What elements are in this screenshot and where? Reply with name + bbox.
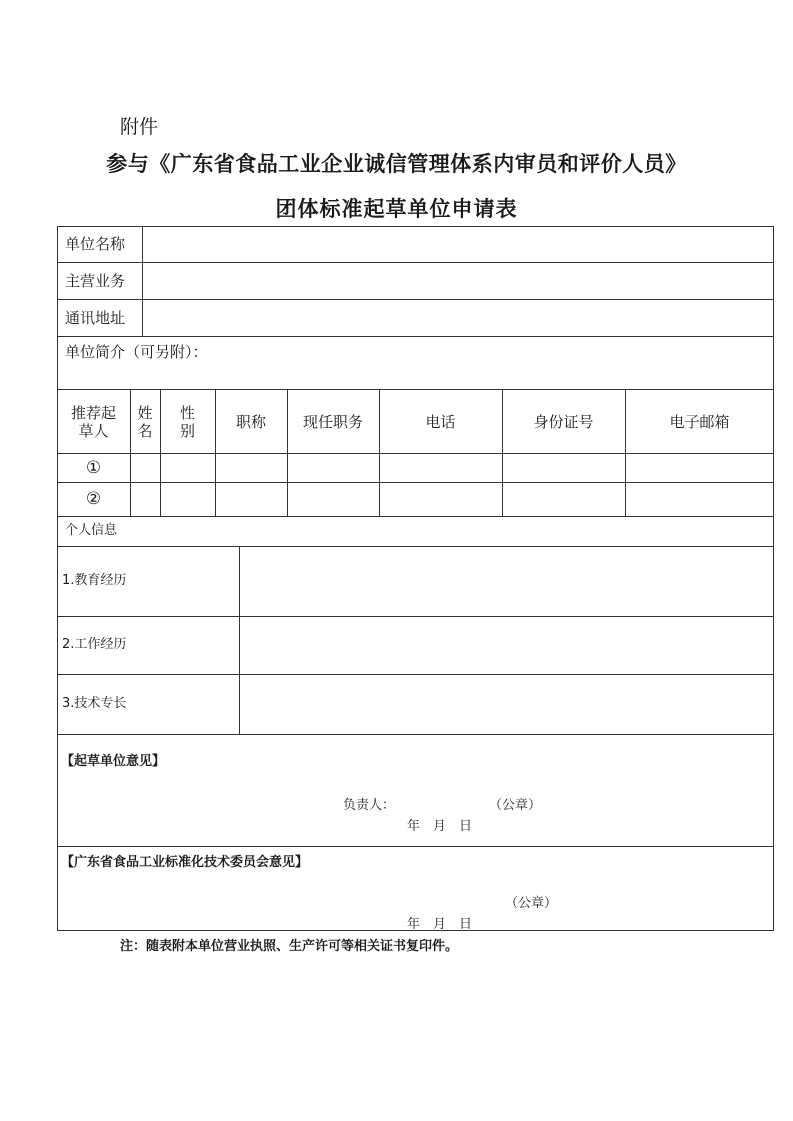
gender-header-text: 性别 xyxy=(179,403,195,440)
drafting-date-line: 年 月 日 xyxy=(407,819,473,834)
email-header: 电子邮箱 xyxy=(669,412,730,431)
title-header: 职称 xyxy=(235,412,266,431)
name-header-text: 姓名 xyxy=(137,403,153,440)
application-form xyxy=(57,226,774,931)
page-title-line1: 参与《广东省食品工业企业诚信管理体系内审员和评价人员》 xyxy=(106,152,687,176)
address-field[interactable] xyxy=(143,300,773,336)
committee-date-line: 年 月 日 xyxy=(407,917,473,932)
footnote: 注：随表附本单位营业执照、生产许可等相关证书复印件。 xyxy=(120,939,459,954)
divider xyxy=(57,453,774,454)
education-field[interactable] xyxy=(240,547,773,616)
main-business-field[interactable] xyxy=(143,263,773,299)
unit-intro-field[interactable] xyxy=(58,368,773,389)
unit-name-label: 单位名称 xyxy=(65,235,126,253)
divider xyxy=(57,734,774,735)
recommender-header xyxy=(57,390,130,453)
row-marker-1: ① xyxy=(85,457,102,478)
page-title-line2: 团体标准起草单位申请表 xyxy=(275,197,518,221)
technical-expertise-field[interactable] xyxy=(240,675,773,734)
work-experience-field[interactable] xyxy=(240,617,773,674)
main-business-label: 主营业务 xyxy=(65,271,126,290)
work-experience-label: 2.工作经历 xyxy=(62,637,127,652)
phone-header: 电话 xyxy=(425,412,456,431)
divider xyxy=(57,482,774,483)
gender-header xyxy=(160,390,215,453)
row-marker-2: ② xyxy=(85,489,102,509)
committee-opinion-heading: 【广东省食品工业标准化技术委员会意见】 xyxy=(61,855,309,870)
unit-intro-label: 单位简介（可另附）： xyxy=(65,343,208,361)
unit-name-field[interactable] xyxy=(143,227,773,262)
attachment-label: 附件 xyxy=(120,116,159,138)
responsible-person-label: 负责人： xyxy=(343,798,396,813)
committee-seal-label: （公章） xyxy=(505,896,558,911)
id-number-header: 身份证号 xyxy=(533,412,594,431)
address-label: 通讯地址 xyxy=(65,308,126,327)
drafting-opinion-heading: 【起草单位意见】 xyxy=(61,754,166,769)
personal-info-heading: 个人信息 xyxy=(65,523,118,538)
recommender-header-text: 推荐起草人 xyxy=(70,403,116,440)
technical-expertise-label: 3.技术专长 xyxy=(62,696,127,711)
divider xyxy=(57,846,774,847)
drafting-seal-label: （公章） xyxy=(489,798,542,813)
name-header xyxy=(130,390,160,453)
position-header: 现任职务 xyxy=(302,412,363,431)
education-label: 1.教育经历 xyxy=(62,573,127,588)
